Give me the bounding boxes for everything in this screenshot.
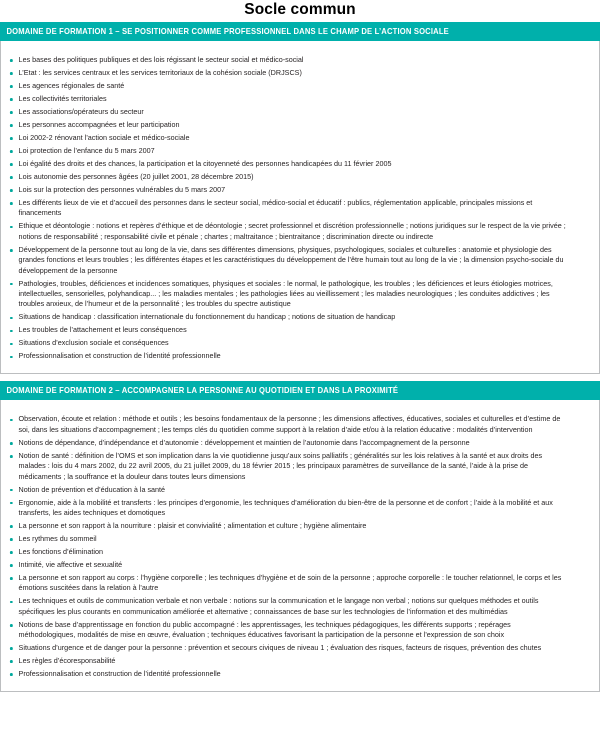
- list-item: Les règles d’écoresponsabilité: [8, 656, 567, 666]
- list-item: Situations d’exclusion sociale et conséquences: [8, 338, 567, 348]
- list-item: Les troubles de l’attachement et leurs conséquences: [8, 325, 567, 335]
- list-item: Les agences régionales de santé: [8, 81, 567, 91]
- list-item: La personne et son rapport au corps : l’hygiène corporelle ; les techniques d’hygiène et de soin de la personne ; approche corporelle : le toucher relationnel, le corps et les émotions suscitées dans la relation à l’autre: [8, 573, 567, 594]
- section-header-bar-2: [0, 381, 600, 400]
- list-item: Lois autonomie des personnes âgées (20 juillet 2001, 28 décembre 2015): [8, 172, 567, 182]
- list-item: Pathologies, troubles, déficiences et incidences somatiques, physiques et sociales : le normal, le pathologique, les troubles ; les déficiences et leurs étiologies motrices, intellectuelles, sensorielles, polyhandicap... ; les maladies mentales ; les pathologies liées au vieillissement ; les maladies neurologiques ; les conduites addictives ; les troubles anxieux, de l’humeur et de la personnalité ; les troubles du spectre autistique: [8, 279, 567, 310]
- list-item: Développement de la personne tout au long de la vie, dans ses différentes dimensions, physiques, psychologiques, sociales et culturelles : anatomie et physiologie des grandes fonctions et leurs troubles ; les différentes étapes et les caractéristiques du développement de l’être humain tout au long de la vie ; la dimension psycho-sociale du développement de la personne: [8, 245, 567, 276]
- bullet-list-domaine-2: [8, 414, 590, 679]
- list-item: La personne et son rapport à la nourriture : plaisir et convivialité ; alimentation et culture ; hygiène alimentaire: [8, 521, 567, 531]
- list-item: Loi 2002-2 rénovant l’action sociale et médico-sociale: [8, 133, 567, 143]
- list-item: Ergonomie, aide à la mobilité et transferts : les principes d’ergonomie, les techniques d’amélioration du bien-être de la personne et de confort ; l’aide à la mobilité et aux transferts, les aides techniques et domotiques: [8, 498, 567, 519]
- list-item: Ethique et déontologie : notions et repères d’éthique et de déontologie ; secret professionnel et discrétion professionnelle ; notions juridiques sur le respect de la vie privée ; notions de responsabilité ; responsabilité civile et pénale ; chartes ; maltraitance ; bientraitance ; discrimination directe ou indirecte: [8, 221, 567, 242]
- list-item: Situations d’urgence et de danger pour la personne : prévention et secours civiques de niveau 1 ; évaluation des risques, facteurs de risques, prévention des chutes: [8, 643, 567, 653]
- list-item: Notion de prévention et d’éducation à la santé: [8, 485, 567, 495]
- section-title-domaine-1: DOMAINE DE FORMATION 1 – SE POSITIONNER COMME PROFESSIONNEL DANS LE CHAMP DE L’ACTION SOCIALE: [0, 22, 552, 41]
- section-domaine-2: [0, 381, 600, 692]
- section-title-domaine-2: DOMAINE DE FORMATION 2 – ACCOMPAGNER LA PERSONNE AU QUOTIDIEN ET DANS LA PROXIMITÉ: [0, 381, 552, 400]
- list-item: Les associations/opérateurs du secteur: [8, 107, 567, 117]
- list-item: Professionnalisation et construction de l’identité professionnelle: [8, 351, 567, 361]
- list-item: Lois sur la protection des personnes vulnérables du 5 mars 2007: [8, 185, 567, 195]
- list-item: Les bases des politiques publiques et des lois régissant le secteur social et médico-social: [8, 55, 567, 65]
- list-item: Loi protection de l’enfance du 5 mars 2007: [8, 146, 567, 156]
- section-body-domaine-1: [0, 41, 600, 374]
- list-item: Les fonctions d’élimination: [8, 547, 567, 557]
- list-item: Intimité, vie affective et sexualité: [8, 560, 567, 570]
- page-title: Socle commun: [244, 1, 356, 18]
- list-item: Professionnalisation et construction de l’identité professionnelle: [8, 669, 567, 679]
- list-item: Observation, écoute et relation : méthode et outils ; les besoins fondamentaux de la personne ; les dimensions affectives, éducatives, sociales et culturelles et d’estime de soi, dans les situations d’accompagnement ; les temps clés du quotidien comme support à la relation d’aide et/ou à la relation éducative : modalités d’intervention: [8, 414, 567, 435]
- list-item: Les collectivités territoriales: [8, 94, 567, 104]
- document-page: [0, 2, 600, 692]
- list-item: Notions de base d’apprentissage en fonction du public accompagné : les apprentissages, les techniques pédagogiques, les différents supports ; repérages méthodologiques, modalités de mise en œuvre, évaluation ; techniques éducatives favorisant la participation de la personne et l’expression de son choix: [8, 620, 567, 641]
- section-body-domaine-2: [0, 400, 600, 692]
- list-item: Les rythmes du sommeil: [8, 534, 567, 544]
- section-header-bar-1: [0, 22, 600, 41]
- list-item: Notions de dépendance, d’indépendance et d’autonomie : développement et maintien de l’autonomie dans l’accompagnement de la personne: [8, 438, 567, 448]
- list-item: Les techniques et outils de communication verbale et non verbale : notions sur la communication et le langage non verbal ; notions sur quelques méthodes et outils spécifiques les plus courants en communication améliorée et alternative ; connaissances de base sur les technologies de l’information et des multimédias: [8, 596, 567, 617]
- list-item: Les différents lieux de vie et d’accueil des personnes dans le secteur social, médico-social et éducatif : publics, réglementation applicable, principales missions et financements: [8, 198, 567, 219]
- list-item: L’Etat : les services centraux et les services territoriaux de la cohésion sociale (DRJSCS): [8, 68, 567, 78]
- list-item: Loi égalité des droits et des chances, la participation et la citoyenneté des personnes handicapées du 11 février 2005: [8, 159, 567, 169]
- list-item: Notion de santé : définition de l’OMS et son implication dans la vie quotidienne jusqu’aux soins palliatifs ; généralités sur les lois relatives à la santé et aux droits des malades : lois du 4 mars 2002, du 22 avril 2005, du 21 juillet 2009, du 18 février 2015 ; les principaux paramètres de surveillance de la santé, l’aide à la prise de médicaments ; la souffrance et la douleur dans toutes leurs dimensions: [8, 451, 567, 482]
- bullet-list-domaine-1: [8, 55, 590, 362]
- list-item: Les personnes accompagnées et leur participation: [8, 120, 567, 130]
- section-domaine-1: [0, 22, 600, 374]
- list-item: Situations de handicap : classification internationale du fonctionnement du handicap ; notions de situation de handicap: [8, 312, 567, 322]
